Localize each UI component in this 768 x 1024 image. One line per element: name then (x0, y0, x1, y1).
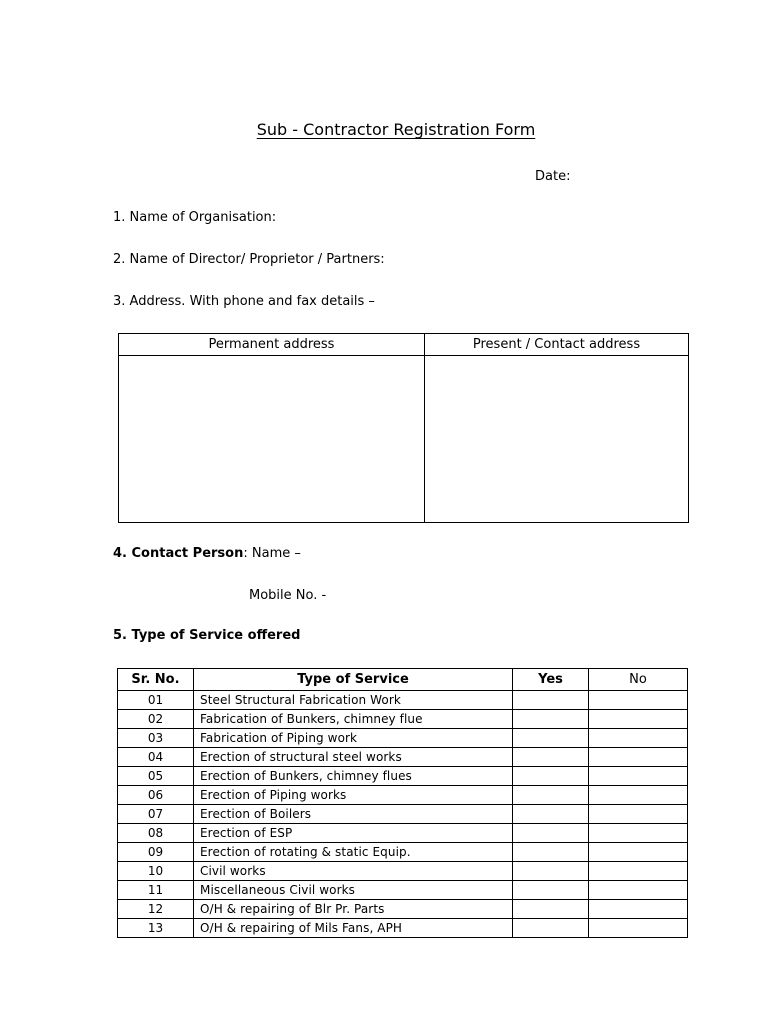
service-name-cell: Fabrication of Bunkers, chimney flue (194, 710, 513, 729)
service-name-cell: Erection of structural steel works (194, 748, 513, 767)
sr-no-cell: 03 (118, 729, 194, 748)
sr-no-cell: 07 (118, 805, 194, 824)
no-cell[interactable] (589, 748, 688, 767)
service-name-cell: Steel Structural Fabrication Work (194, 691, 513, 710)
table-row (118, 748, 688, 767)
no-header: No (589, 669, 688, 691)
service-table-header-row (118, 669, 688, 691)
table-row (118, 824, 688, 843)
yes-cell[interactable] (513, 748, 589, 767)
table-row (118, 805, 688, 824)
no-cell[interactable] (589, 710, 688, 729)
sr-no-cell: 02 (118, 710, 194, 729)
table-row (118, 919, 688, 938)
no-cell[interactable] (589, 919, 688, 938)
no-cell[interactable] (589, 862, 688, 881)
no-cell[interactable] (589, 881, 688, 900)
service-name-cell: Erection of Bunkers, chimney flues (194, 767, 513, 786)
sr-no-cell: 11 (118, 881, 194, 900)
no-cell[interactable] (589, 691, 688, 710)
sr-no-cell: 01 (118, 691, 194, 710)
address-table-body-row (119, 356, 689, 523)
contact-name-label: : Name – (243, 546, 301, 561)
yes-cell[interactable] (513, 900, 589, 919)
sr-no-cell: 10 (118, 862, 194, 881)
yes-cell[interactable] (513, 729, 589, 748)
sr-no-cell: 05 (118, 767, 194, 786)
service-name-cell: Miscellaneous Civil works (194, 881, 513, 900)
sr-no-cell: 08 (118, 824, 194, 843)
no-cell[interactable] (589, 843, 688, 862)
no-cell[interactable] (589, 767, 688, 786)
yes-cell[interactable] (513, 786, 589, 805)
yes-header: Yes (513, 669, 589, 691)
sr-no-header: Sr. No. (118, 669, 194, 691)
no-cell[interactable] (589, 805, 688, 824)
type-of-service-header: Type of Service (194, 669, 513, 691)
date-label: Date: (535, 169, 571, 184)
table-row (118, 729, 688, 748)
sr-no-cell: 04 (118, 748, 194, 767)
yes-cell[interactable] (513, 691, 589, 710)
service-name-cell: O/H & repairing of Mils Fans, APH (194, 919, 513, 938)
table-row (118, 862, 688, 881)
yes-cell[interactable] (513, 824, 589, 843)
yes-cell[interactable] (513, 881, 589, 900)
table-row (118, 881, 688, 900)
service-table (117, 668, 688, 938)
table-row (118, 900, 688, 919)
service-name-cell: Fabrication of Piping work (194, 729, 513, 748)
sr-no-cell: 09 (118, 843, 194, 862)
table-row (118, 691, 688, 710)
contact-person-label: 4. Contact Person (113, 546, 244, 561)
permanent-address-cell[interactable] (119, 356, 425, 523)
address-field-label: 3. Address. With phone and fax details – (113, 294, 375, 309)
service-table-body (118, 691, 688, 938)
contact-person-line (113, 546, 301, 561)
sr-no-cell: 06 (118, 786, 194, 805)
service-name-cell: Erection of Boilers (194, 805, 513, 824)
no-cell[interactable] (589, 729, 688, 748)
no-cell[interactable] (589, 824, 688, 843)
yes-cell[interactable] (513, 843, 589, 862)
yes-cell[interactable] (513, 919, 589, 938)
no-cell[interactable] (589, 900, 688, 919)
yes-cell[interactable] (513, 710, 589, 729)
present-address-header: Present / Contact address (425, 334, 689, 356)
service-name-cell: Erection of rotating & static Equip. (194, 843, 513, 862)
yes-cell[interactable] (513, 767, 589, 786)
mobile-field-label: Mobile No. - (249, 588, 327, 603)
table-row (118, 843, 688, 862)
present-address-cell[interactable] (425, 356, 689, 523)
director-field-label: 2. Name of Director/ Proprietor / Partners: (113, 252, 385, 267)
address-table (118, 333, 689, 523)
permanent-address-header: Permanent address (119, 334, 425, 356)
service-name-cell: Erection of ESP (194, 824, 513, 843)
organisation-field-label: 1. Name of Organisation: (113, 210, 277, 225)
yes-cell[interactable] (513, 805, 589, 824)
address-table-header-row (119, 334, 689, 356)
table-row (118, 767, 688, 786)
service-name-cell: O/H & repairing of Blr Pr. Parts (194, 900, 513, 919)
form-title: Sub - Contractor Registration Form (256, 120, 536, 139)
service-name-cell: Civil works (194, 862, 513, 881)
yes-cell[interactable] (513, 862, 589, 881)
no-cell[interactable] (589, 786, 688, 805)
service-name-cell: Erection of Piping works (194, 786, 513, 805)
table-row (118, 786, 688, 805)
table-row (118, 710, 688, 729)
sr-no-cell: 12 (118, 900, 194, 919)
service-section-heading: 5. Type of Service offered (113, 628, 301, 643)
sr-no-cell: 13 (118, 919, 194, 938)
